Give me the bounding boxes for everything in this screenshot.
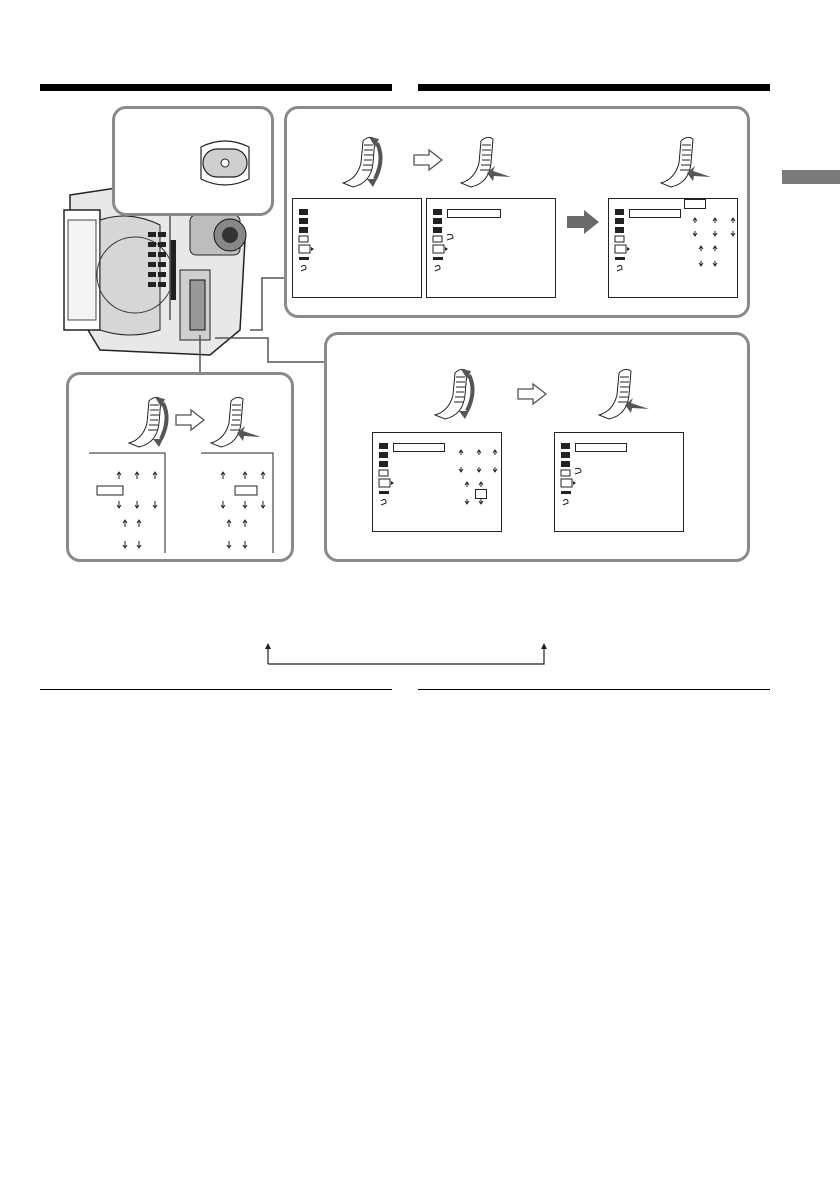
lcd-screen-adjusted [372, 432, 502, 532]
highlight-box [393, 443, 445, 452]
highlight-box [629, 209, 681, 218]
control-dial-press-icon [207, 393, 263, 449]
button-closeup-panel [112, 106, 274, 216]
adjust-arrows [689, 217, 739, 267]
lcd-screen-setting [608, 198, 738, 298]
lcd-screen-submenu [426, 198, 556, 298]
lcd-screen-result [554, 432, 684, 532]
highlight-box [575, 443, 627, 452]
round-button-icon [195, 139, 255, 187]
control-dial-turn-icon [339, 133, 387, 189]
partial-screen-left [89, 453, 169, 553]
highlight-box [447, 209, 501, 218]
lcd-screen-menu [292, 198, 422, 298]
outline-right-arrow-icon [175, 409, 205, 431]
step-panel-adjust [66, 372, 294, 562]
control-dial-press-icon [595, 365, 651, 421]
filled-right-arrow-icon [566, 209, 600, 235]
outline-right-arrow-icon [517, 383, 547, 405]
bottom-rule-left [40, 689, 392, 690]
outline-right-arrow-icon [413, 149, 443, 171]
return-arrow-icon [445, 233, 455, 243]
menu-icons [297, 207, 317, 279]
partial-screen-right [201, 453, 281, 553]
adjust-arrows [457, 449, 501, 509]
control-dial-press-icon [657, 133, 713, 189]
bracket-connector [260, 640, 552, 670]
control-dial-turn-icon [125, 393, 173, 449]
control-dial-turn-icon [431, 365, 479, 421]
selected-value-box [684, 199, 706, 209]
return-arrow-icon [573, 467, 583, 477]
control-dial-press-icon [457, 133, 513, 189]
bottom-rule-right [418, 689, 770, 690]
